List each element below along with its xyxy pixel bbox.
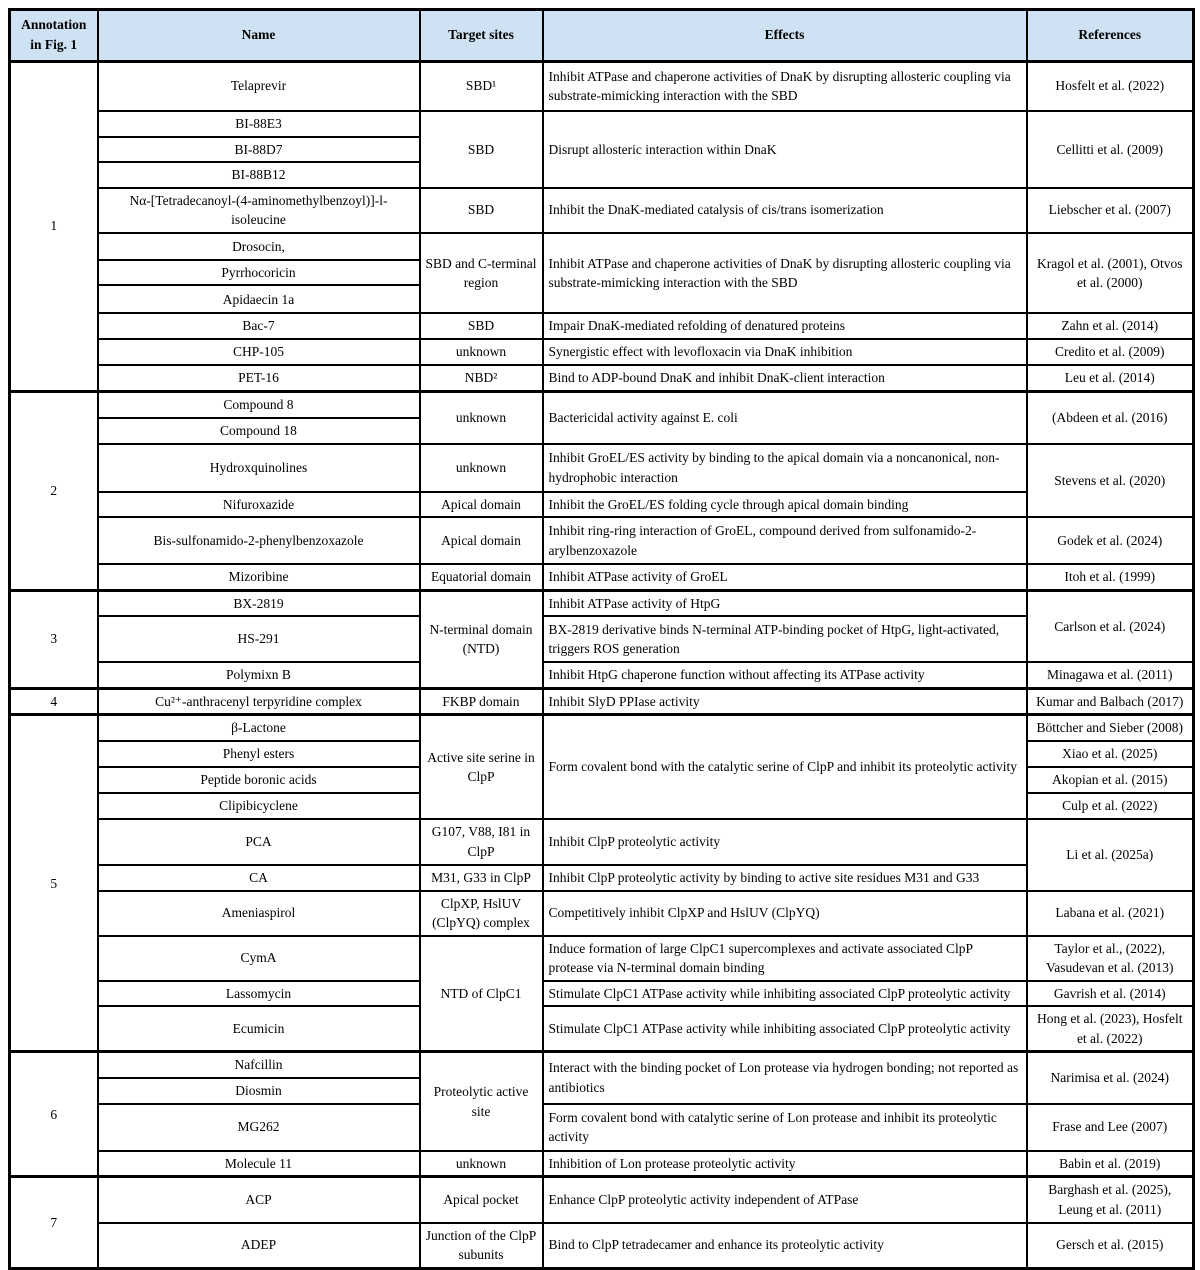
name-cell: ACP	[98, 1177, 420, 1223]
ref-cell: Cellitti et al. (2009)	[1027, 111, 1194, 188]
effect-cell: Inhibit ATPase activity of GroEL	[543, 564, 1027, 590]
effect-cell: Competitively inhibit ClpXP and HslUV (ClpYQ)	[543, 891, 1027, 936]
ref-cell: Kragol et al. (2001), Otvos et al. (2000)	[1027, 233, 1194, 314]
target-cell: Apical domain	[420, 492, 543, 518]
table-row	[10, 492, 1194, 518]
target-cell: N-terminal domain (NTD)	[420, 590, 543, 688]
table-row	[10, 819, 1194, 865]
ref-cell: Credito et al. (2009)	[1027, 339, 1194, 365]
ref-cell: Babin et al. (2019)	[1027, 1151, 1194, 1177]
table-row	[10, 590, 1194, 616]
name-cell: Hydroxquinolines	[98, 444, 420, 492]
ref-cell: Barghash et al. (2025), Leung et al. (2011)	[1027, 1177, 1194, 1223]
ref-cell: Li et al. (2025a)	[1027, 819, 1194, 891]
ref-cell: Minagawa et al. (2011)	[1027, 662, 1194, 688]
name-cell: BX-2819	[98, 590, 420, 616]
name-cell: Apidaecin 1a	[98, 285, 420, 313]
target-cell: NBD²	[420, 365, 543, 392]
name-cell: Peptide boronic acids	[98, 767, 420, 793]
col-header-references: References	[1027, 10, 1194, 62]
ref-cell: Frase and Lee (2007)	[1027, 1104, 1194, 1151]
effect-cell: Synergistic effect with levofloxacin via DnaK inhibition	[543, 339, 1027, 365]
table-row	[10, 1223, 1194, 1269]
col-header-annotation: Annotation in Fig. 1	[10, 10, 98, 62]
table-row	[10, 61, 1194, 111]
name-cell: Diosmin	[98, 1078, 420, 1104]
table-row	[10, 233, 1194, 260]
name-cell: Phenyl esters	[98, 741, 420, 767]
name-cell: Molecule 11	[98, 1151, 420, 1177]
target-cell: SBD¹	[420, 61, 543, 111]
header-row	[10, 10, 1194, 62]
effect-cell: Induce formation of large ClpC1 supercomplexes and activate associated ClpP protease via N-terminal domain binding	[543, 936, 1027, 981]
ref-cell: Itoh et al. (1999)	[1027, 564, 1194, 590]
ref-cell: Zahn et al. (2014)	[1027, 313, 1194, 339]
name-cell: Bis-sulfonamido-2-phenylbenzoxazole	[98, 517, 420, 564]
table-row	[10, 444, 1194, 492]
table-row	[10, 1104, 1194, 1151]
target-cell: Active site serine in ClpP	[420, 715, 543, 819]
name-cell: ADEP	[98, 1223, 420, 1269]
table-row	[10, 662, 1194, 688]
target-cell: Apical domain	[420, 517, 543, 564]
ref-cell: Kumar and Balbach (2017)	[1027, 688, 1194, 715]
effect-cell: Bind to ClpP tetradecamer and enhance its proteolytic activity	[543, 1223, 1027, 1269]
effect-cell: Inhibit the DnaK-mediated catalysis of cis/trans isomerization	[543, 188, 1027, 233]
table-row	[10, 1151, 1194, 1177]
name-cell: MG262	[98, 1104, 420, 1151]
table-row	[10, 1006, 1194, 1052]
name-cell: Telaprevir	[98, 61, 420, 111]
name-cell: Drosocin,	[98, 233, 420, 260]
effect-cell: Inhibit ClpP proteolytic activity	[543, 819, 1027, 865]
effect-cell: Inhibit the GroEL/ES folding cycle through apical domain binding	[543, 492, 1027, 518]
name-cell: Bac-7	[98, 313, 420, 339]
effect-cell: BX-2819 derivative binds N-terminal ATP-binding pocket of HtpG, light-activated, triggers ROS generation	[543, 616, 1027, 662]
table-row	[10, 981, 1194, 1007]
name-cell: HS-291	[98, 616, 420, 662]
ref-cell: Leu et al. (2014)	[1027, 365, 1194, 392]
effect-cell: Inhibit SlyD PPIase activity	[543, 688, 1027, 715]
name-cell: PET-16	[98, 365, 420, 392]
table-row	[10, 1177, 1194, 1223]
inhibitors-table	[8, 8, 1195, 1270]
effect-cell: Form covalent bond with catalytic serine of Lon protease and inhibit its proteolytic activity	[543, 1104, 1027, 1151]
name-cell: Ecumicin	[98, 1006, 420, 1052]
table-row	[10, 365, 1194, 392]
ref-cell: Taylor et al., (2022), Vasudevan et al. (2013)	[1027, 936, 1194, 981]
target-cell: G107, V88, I81 in ClpP	[420, 819, 543, 865]
annotation-cell: 4	[10, 688, 98, 715]
target-cell: ClpXP, HslUV (ClpYQ) complex	[420, 891, 543, 936]
table-row	[10, 936, 1194, 981]
name-cell: Polymixn B	[98, 662, 420, 688]
name-cell: CHP-105	[98, 339, 420, 365]
effect-cell: Interact with the binding pocket of Lon protease via hydrogen bonding; not reported as antibiotics	[543, 1052, 1027, 1104]
target-cell: SBD and C-terminal region	[420, 233, 543, 314]
ref-cell: Godek et al. (2024)	[1027, 517, 1194, 564]
effect-cell: Impair DnaK-mediated refolding of denatured proteins	[543, 313, 1027, 339]
name-cell: Cu²⁺-anthracenyl terpyridine complex	[98, 688, 420, 715]
table-row	[10, 313, 1194, 339]
name-cell: Clipibicyclene	[98, 793, 420, 819]
target-cell: M31, G33 in ClpP	[420, 865, 543, 891]
name-cell: β-Lactone	[98, 715, 420, 741]
effect-cell: Inhibition of Lon protease proteolytic activity	[543, 1151, 1027, 1177]
name-cell: Compound 8	[98, 392, 420, 418]
target-cell: Proteolytic active site	[420, 1052, 543, 1151]
ref-cell: Xiao et al. (2025)	[1027, 741, 1194, 767]
annotation-cell: 1	[10, 61, 98, 392]
target-cell: Apical pocket	[420, 1177, 543, 1223]
target-cell: FKBP domain	[420, 688, 543, 715]
ref-cell: Stevens et al. (2020)	[1027, 444, 1194, 518]
effect-cell: Inhibit ATPase activity of HtpG	[543, 590, 1027, 616]
table-row	[10, 111, 1194, 137]
name-cell: Mizoribine	[98, 564, 420, 590]
name-cell: Compound 18	[98, 418, 420, 444]
table-row	[10, 616, 1194, 662]
name-cell: Nifuroxazide	[98, 492, 420, 518]
target-cell: unknown	[420, 392, 543, 444]
name-cell: BI-88E3	[98, 111, 420, 137]
table-row	[10, 891, 1194, 936]
name-cell: Pyrrhocoricin	[98, 260, 420, 286]
target-cell: NTD of ClpC1	[420, 936, 543, 1052]
effect-cell: Inhibit ATPase and chaperone activities of DnaK by disrupting allosteric coupling via substrate-mimicking interaction with the SBD	[543, 233, 1027, 314]
table-row	[10, 188, 1194, 233]
effect-cell: Bactericidal activity against E. coli	[543, 392, 1027, 444]
effect-cell: Inhibit ATPase and chaperone activities of DnaK by disrupting allosteric coupling via substrate-mimicking interaction with the SBD	[543, 61, 1027, 111]
annotation-cell: 7	[10, 1177, 98, 1269]
ref-cell: Culp et al. (2022)	[1027, 793, 1194, 819]
annotation-cell: 3	[10, 590, 98, 688]
ref-cell: Narimisa et al. (2024)	[1027, 1052, 1194, 1104]
ref-cell: Böttcher and Sieber (2008)	[1027, 715, 1194, 741]
ref-cell: Hosfelt et al. (2022)	[1027, 61, 1194, 111]
table-row	[10, 517, 1194, 564]
ref-cell: Liebscher et al. (2007)	[1027, 188, 1194, 233]
annotation-cell: 5	[10, 715, 98, 1052]
table-row	[10, 392, 1194, 418]
name-cell: Lassomycin	[98, 981, 420, 1007]
ref-cell: Akopian et al. (2015)	[1027, 767, 1194, 793]
effect-cell: Form covalent bond with the catalytic serine of ClpP and inhibit its proteolytic activity	[543, 715, 1027, 819]
ref-cell: (Abdeen et al. (2016)	[1027, 392, 1194, 444]
table-row	[10, 1052, 1194, 1078]
target-cell: Junction of the ClpP subunits	[420, 1223, 543, 1269]
target-cell: unknown	[420, 339, 543, 365]
target-cell: SBD	[420, 111, 543, 188]
ref-cell: Gersch et al. (2015)	[1027, 1223, 1194, 1269]
effect-cell: Inhibit HtpG chaperone function without affecting its ATPase activity	[543, 662, 1027, 688]
effect-cell: Inhibit ring-ring interaction of GroEL, compound derived from sulfonamido-2-arylbenzoxazole	[543, 517, 1027, 564]
effect-cell: Inhibit ClpP proteolytic activity by binding to active site residues M31 and G33	[543, 865, 1027, 891]
name-cell: CA	[98, 865, 420, 891]
name-cell: BI-88D7	[98, 137, 420, 163]
effect-cell: Enhance ClpP proteolytic activity independent of ATPase	[543, 1177, 1027, 1223]
effect-cell: Stimulate ClpC1 ATPase activity while inhibiting associated ClpP proteolytic activity	[543, 981, 1027, 1007]
name-cell: Nα-[Tetradecanoyl-(4-aminomethylbenzoyl)]-l-isoleucine	[98, 188, 420, 233]
ref-cell: Carlson et al. (2024)	[1027, 590, 1194, 662]
ref-cell: Gavrish et al. (2014)	[1027, 981, 1194, 1007]
table-row	[10, 715, 1194, 741]
annotation-cell: 2	[10, 392, 98, 591]
col-header-target-sites: Target sites	[420, 10, 543, 62]
target-cell: Equatorial domain	[420, 564, 543, 590]
target-cell: unknown	[420, 444, 543, 492]
col-header-effects: Effects	[543, 10, 1027, 62]
target-cell: SBD	[420, 313, 543, 339]
effect-cell: Disrupt allosteric interaction within DnaK	[543, 111, 1027, 188]
ref-cell: Hong et al. (2023), Hosfelt et al. (2022)	[1027, 1006, 1194, 1052]
name-cell: BI-88B12	[98, 162, 420, 188]
table-row	[10, 564, 1194, 590]
name-cell: CymA	[98, 936, 420, 981]
name-cell: Ameniaspirol	[98, 891, 420, 936]
target-cell: unknown	[420, 1151, 543, 1177]
effect-cell: Bind to ADP-bound DnaK and inhibit DnaK-client interaction	[543, 365, 1027, 392]
table-row	[10, 688, 1194, 715]
table-row	[10, 339, 1194, 365]
effect-cell: Stimulate ClpC1 ATPase activity while inhibiting associated ClpP proteolytic activity	[543, 1006, 1027, 1052]
effect-cell: Inhibit GroEL/ES activity by binding to the apical domain via a noncanonical, non-hydrophobic interaction	[543, 444, 1027, 492]
name-cell: Nafcillin	[98, 1052, 420, 1078]
target-cell: SBD	[420, 188, 543, 233]
col-header-name: Name	[98, 10, 420, 62]
annotation-cell: 6	[10, 1052, 98, 1177]
table-row	[10, 865, 1194, 891]
ref-cell: Labana et al. (2021)	[1027, 891, 1194, 936]
name-cell: PCA	[98, 819, 420, 865]
